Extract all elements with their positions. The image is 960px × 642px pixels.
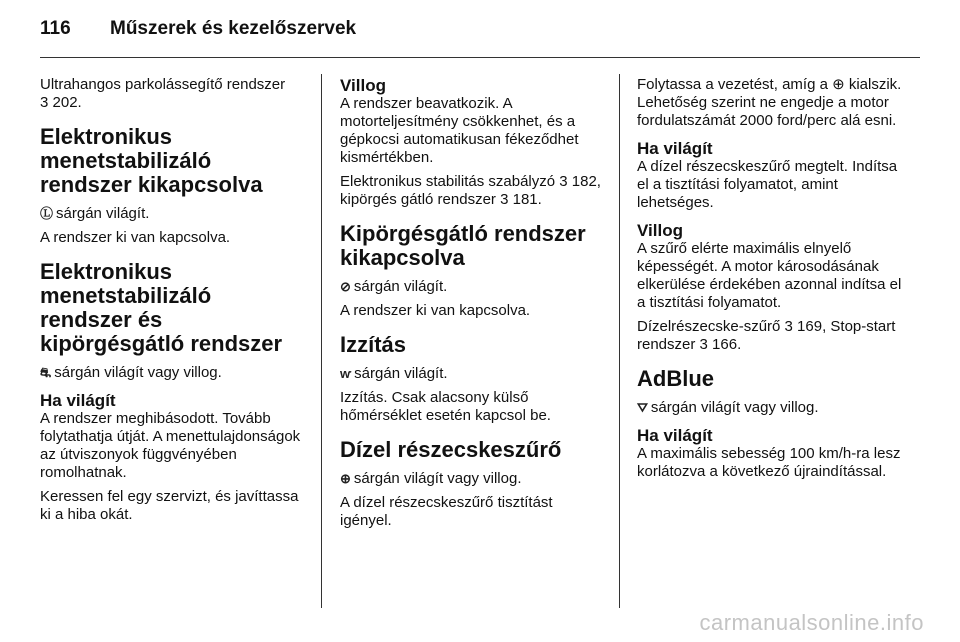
section-heading: Dízel részecskeszűrő [340, 437, 562, 462]
indicator-line: ⊘ sárgán világít. [340, 278, 448, 295]
indicator-line: Ⓛ sárgán világít. [40, 205, 150, 222]
indicator-line: ⛐ sárgán világít vagy villog. [40, 364, 222, 381]
section-heading: Kipörgésgátló rendszer kikapcsolva [340, 221, 586, 270]
diesel-particle-filter-icon: ⊕ [340, 471, 351, 486]
esc-off-icon: Ⓛ [40, 206, 54, 221]
watermark: carmanualsonline.info [699, 610, 924, 635]
running-title: Műszerek és kezelőszervek [110, 18, 357, 39]
paragraph: A rendszer beavatkozik. A motorteljesítmény csökkenhet, és a gépkocsi automatikusan fékeződhet kismértékben. [340, 95, 579, 166]
section-heading: AdBlue [637, 366, 714, 391]
subheading: Ha világít [637, 426, 713, 445]
paragraph: A rendszer meghibásodott. Tovább folytathatja útját. A menettulajdonságok az útviszonyok függvényében romolhatnak. [40, 410, 301, 481]
paragraph: Keressen fel egy szervizt, és javíttassa ki a hiba okát. [40, 488, 299, 523]
column-2 [340, 76, 602, 536]
subheading: Villog [340, 76, 386, 95]
paragraph: Ultrahangos parkolássegítő rendszer 3 202. [40, 76, 286, 111]
paragraph: A dízel részecskeszűrő megtelt. Indítsa el a tisztítási folyamatot, amint lehetséges. [637, 158, 898, 211]
paragraph: A rendszer ki van kapcsolva. [40, 229, 231, 246]
traction-control-off-icon: ⊘ [340, 279, 351, 294]
indicator-line: ⊕ sárgán világít vagy villog. [340, 470, 522, 487]
section-heading: Elektronikus menetstabilizáló rendszer és kipörgésgátló rendszer [40, 259, 283, 356]
column-1 [40, 76, 308, 530]
paragraph: Izzítás. Csak alacsony külső hőmérséklet esetén kapcsol be. [340, 389, 551, 424]
column-divider [321, 74, 322, 608]
paragraph: A maximális sebesség 100 km/h-ra lesz korlátozva a következő újraindítással. [637, 445, 901, 480]
section-heading: Izzítás [340, 332, 407, 357]
subheading: Villog [637, 221, 683, 240]
indicator-line: ⛛ sárgán világít vagy villog. [637, 399, 819, 416]
glow-plug-icon: ⱳ [340, 366, 352, 381]
column-divider [619, 74, 620, 608]
paragraph: Folytassa a vezetést, amíg a ⊕ kialszik. Lehetőség szerint ne engedje a motor fordulatszámát 2000 ford/perc alá esni. [637, 76, 902, 129]
subheading: Ha világít [40, 391, 116, 410]
paragraph: A szűrő elérte maximális elnyelő képességét. A motor károsodásának elkerülése érdekében azonnal indítsa el a tisztítási folyamatot. [637, 240, 902, 311]
paragraph: A rendszer ki van kapcsolva. [340, 302, 531, 319]
column-3 [637, 76, 907, 487]
page-header [40, 18, 356, 40]
page-number: 116 [40, 18, 71, 39]
subheading: Ha világít [637, 139, 713, 158]
header-rule [40, 57, 920, 58]
paragraph-reference[interactable]: Elektronikus stabilitás szabályzó 3 182, kipörgés gátló rendszer 3 181. [340, 173, 601, 208]
page-reference[interactable]: 3 202. [40, 94, 82, 111]
adblue-icon: ⛛ [637, 400, 648, 415]
paragraph: A dízel részecskeszűrő tisztítást igényel. [340, 494, 553, 529]
indicator-line: ⱳ sárgán világít. [340, 365, 448, 382]
paragraph-reference[interactable]: Dízelrészecske-szűrő 3 169, Stop-start rendszer 3 166. [637, 318, 896, 353]
section-heading: Elektronikus menetstabilizáló rendszer kikapcsolva [40, 124, 263, 197]
esc-warning-icon: ⛐ [40, 365, 52, 380]
